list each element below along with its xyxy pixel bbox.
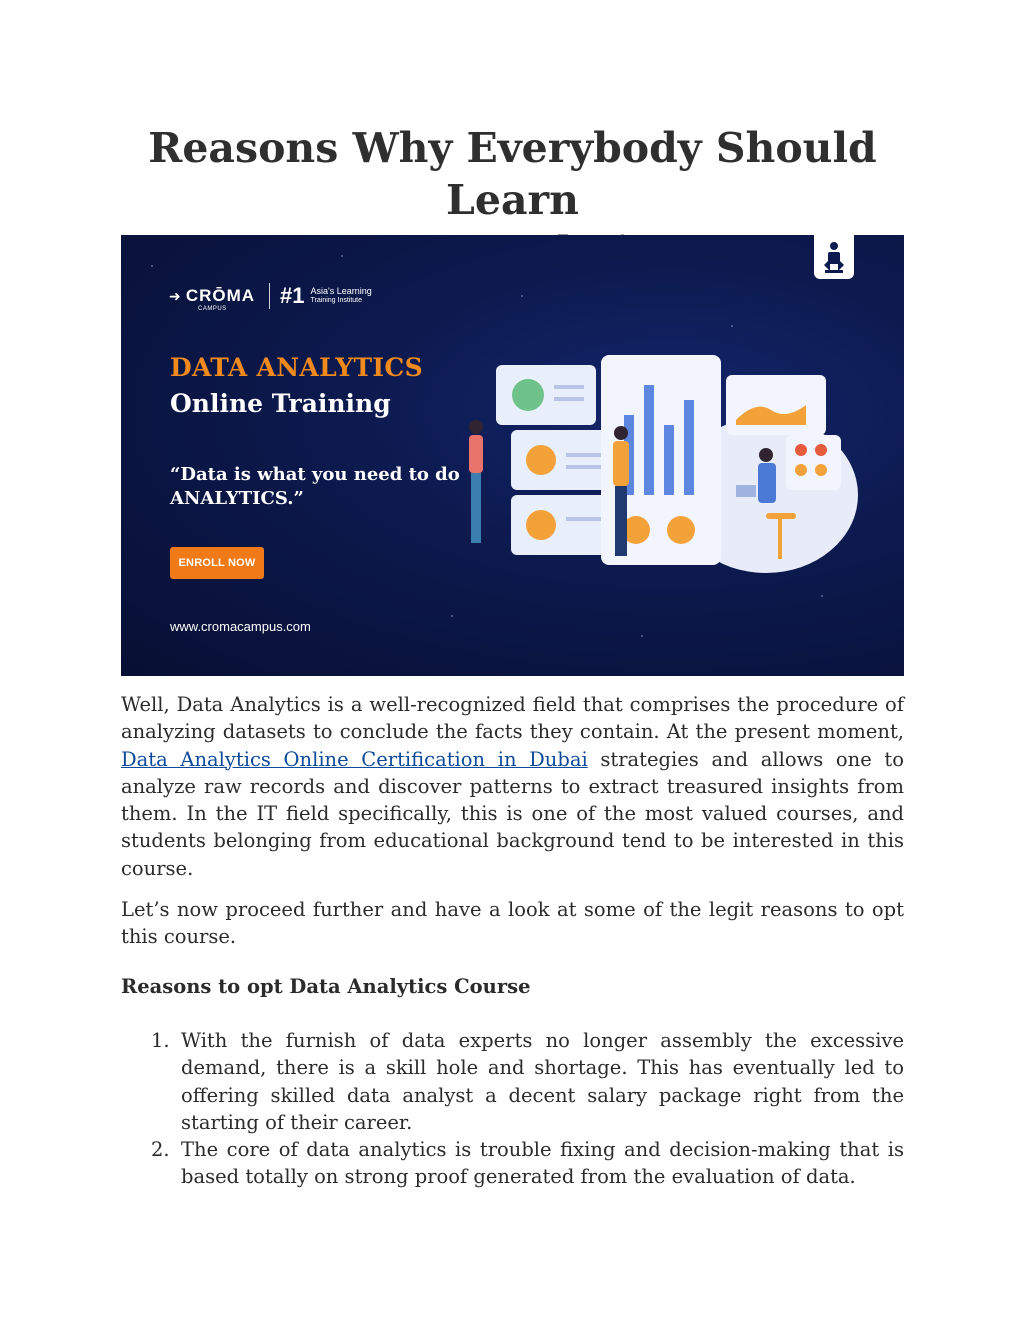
logo-word: CRŌMA: [185, 286, 256, 305]
intro-after-link: strategies and allows one to analyze raw records and discover patterns to extract treasured insights from them. In the IT field specifically, this is one of the most valued courses, and students belonging from educational background tend to be interested in this course.: [121, 747, 904, 880]
star-decoration: [821, 595, 823, 597]
rank-badge: #1: [280, 283, 305, 308]
course-banner: [121, 235, 904, 676]
proceed-paragraph: Let’s now proceed further and have a look at some of the legit reasons to opt this course.: [121, 898, 904, 949]
intro-before-link: Well, Data Analytics is a well-recognized field that comprises the procedure of analyzing datasets to conclude the facts they contain. At the present moment,: [121, 693, 904, 744]
star-decoration: [151, 265, 153, 267]
quote-line-2: ANALYTICS.”: [170, 488, 304, 509]
section-heading: Reasons to opt Data Analytics Course: [121, 975, 531, 998]
rank-line-1: Asia's Learning: [310, 286, 372, 296]
reasons-list: [121, 1027, 904, 1191]
banner-heading: DATA ANALYTICS: [170, 353, 423, 382]
analytics-illustration: [466, 345, 866, 575]
list-item: [121, 1136, 904, 1191]
list-item: [121, 1027, 904, 1136]
star-decoration: [451, 615, 453, 617]
list-text: The core of data analytics is trouble fixing and decision-making that is based totally on strong proof generated from the evaluation of data.: [181, 1138, 904, 1189]
enroll-now-button[interactable]: ENROLL NOW: [170, 547, 264, 579]
star-decoration: [641, 635, 643, 637]
certification-link[interactable]: Data Analytics Online Certification in Dubai: [121, 747, 588, 771]
logo-divider: [269, 283, 270, 309]
website-url: www.cromacampus.com: [170, 619, 311, 634]
logo-sub: CAMPUS: [198, 306, 227, 312]
star-decoration: [521, 295, 523, 297]
corner-logo-icon: [814, 235, 854, 279]
brand-logo: [169, 283, 372, 312]
list-number: 2.: [151, 1138, 170, 1162]
star-decoration: [341, 255, 343, 257]
star-decoration: [731, 325, 733, 327]
banner-subheading: Online Training: [170, 389, 391, 418]
intro-paragraph: [121, 691, 904, 882]
croma-logo: [169, 286, 256, 312]
list-text: With the furnish of data experts no longer assembly the excessive demand, there is a skill hole and shortage. This has eventually led to offering skilled data analyst a decent salary package right from the starting of their career.: [181, 1029, 904, 1134]
rank-text: [311, 286, 372, 306]
quote-line-1: “Data is what you need to do: [170, 464, 460, 485]
rank-line-2: Training Institute: [310, 297, 363, 304]
banner-quote: [170, 463, 470, 511]
list-number: 1.: [151, 1029, 170, 1052]
arrow-icon: ➜: [169, 289, 181, 305]
title-line-1: Reasons Why Everybody Should Learn: [148, 124, 877, 224]
